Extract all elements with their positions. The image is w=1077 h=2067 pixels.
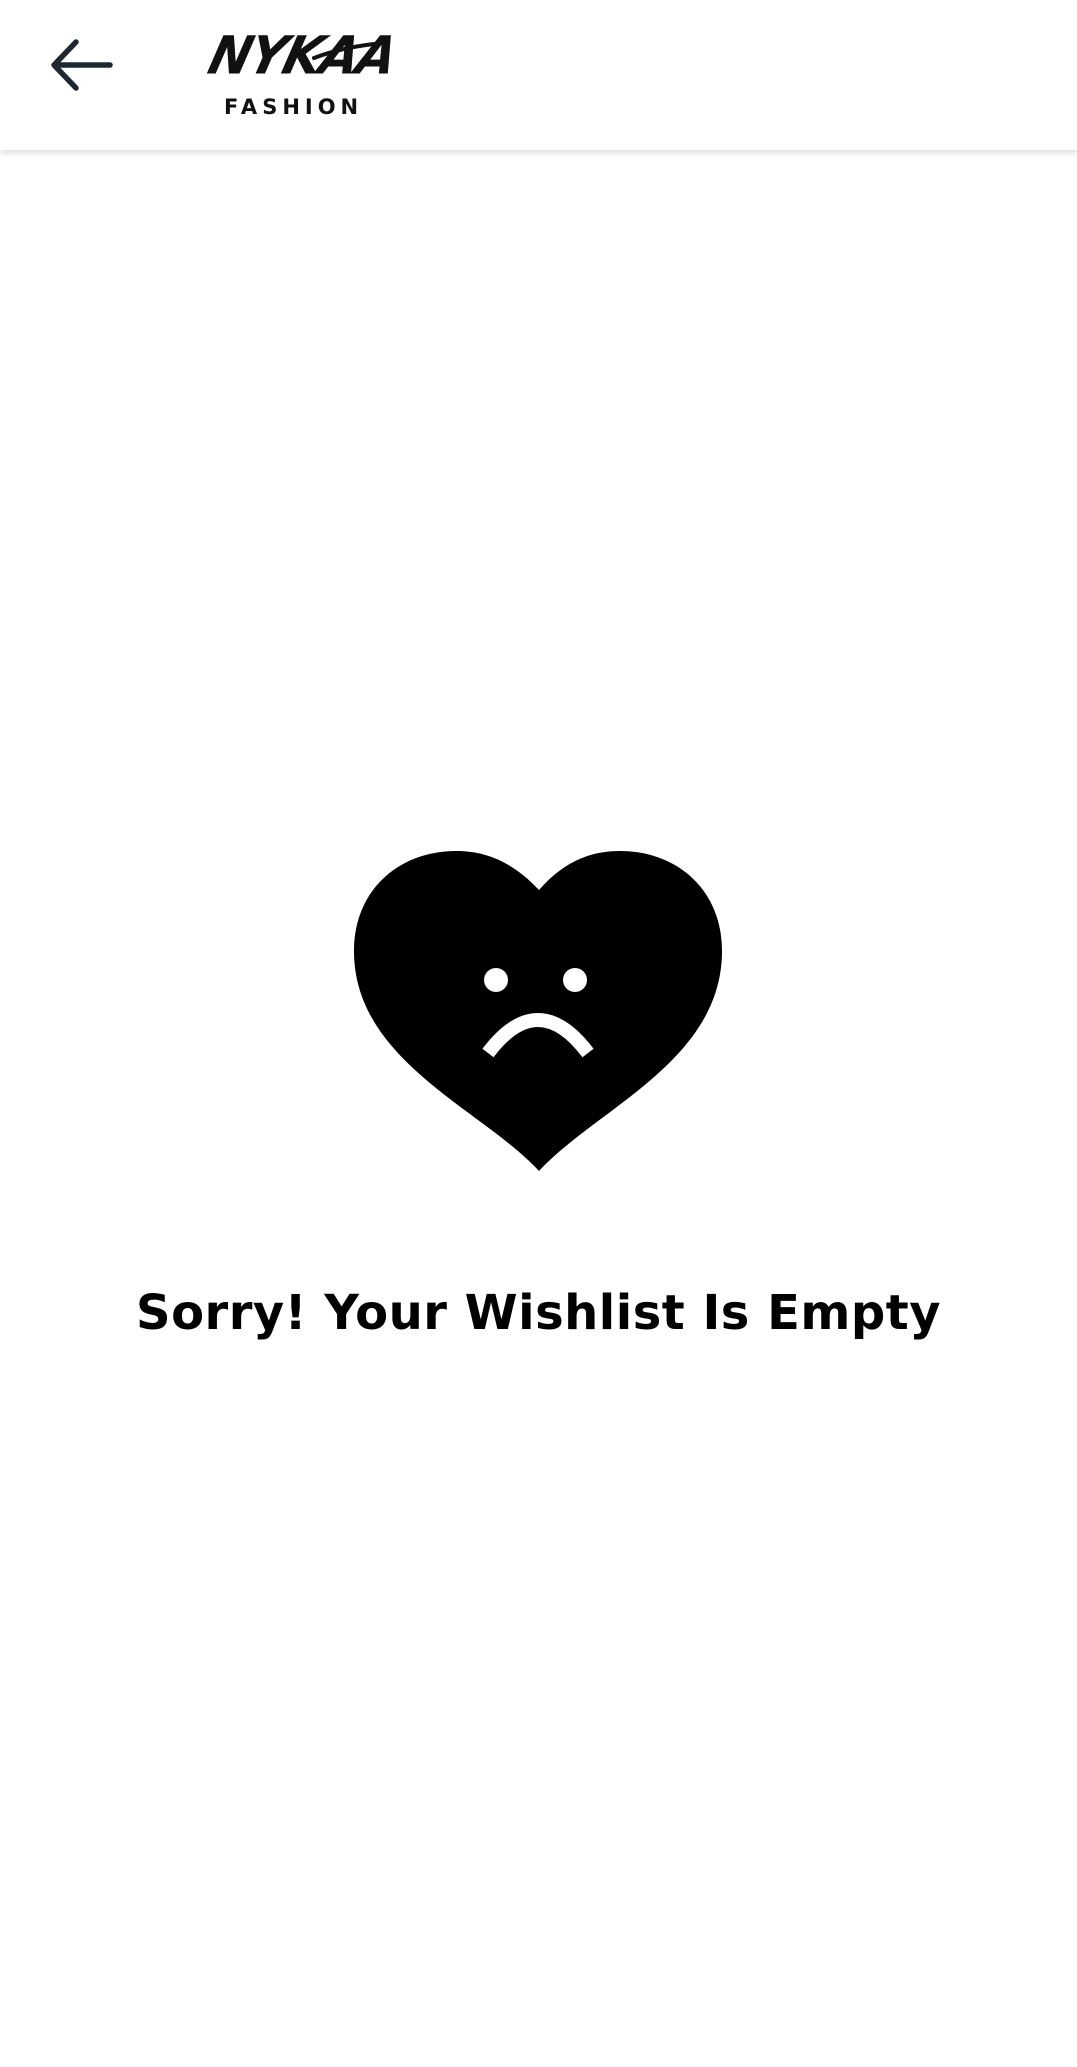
logo-wordmark: NYKAA [202, 25, 402, 86]
empty-state-illustration [352, 851, 724, 1173]
arrow-left-icon [46, 35, 116, 95]
empty-wishlist-message: Sorry! Your Wishlist Is Empty [136, 1285, 941, 1341]
left-eye [484, 968, 508, 992]
right-eye [563, 968, 587, 992]
sad-heart-icon [352, 851, 724, 1173]
top-app-bar [0, 0, 1077, 151]
logo-subtitle: FASHION [224, 95, 364, 119]
main-content [0, 151, 1077, 2067]
brand-logo[interactable] [202, 24, 402, 119]
back-button[interactable] [36, 20, 126, 110]
